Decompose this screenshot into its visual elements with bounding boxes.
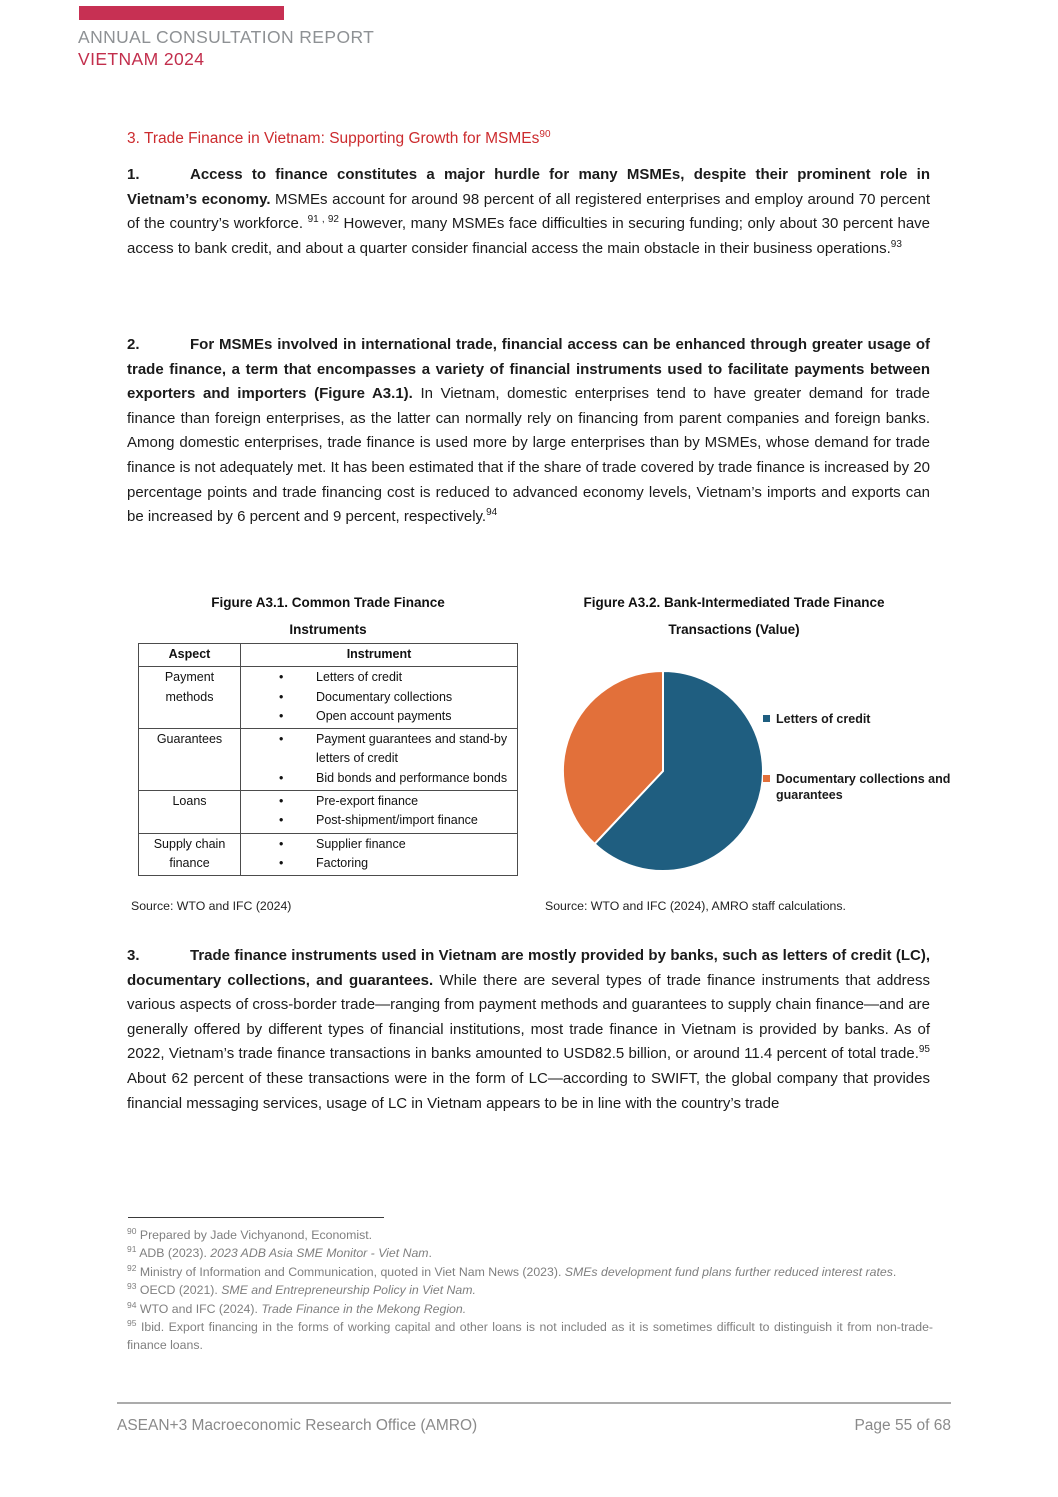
instrument-cell bbox=[241, 791, 518, 834]
text-run: About 62 percent of these transactions were in the form of LC—according to SWIFT, the global company that provides financial messaging services, usage of LC in Vietnam appears to be in line with the country’s trade bbox=[127, 1069, 930, 1112]
text-run: While there are several types of trade finance instruments that address various aspects of cross-border trade—ranging from payment methods and guarantees to supply chain finance—and are generally offered by different types of financial institutions, most trade finance in Vietnam is provided by banks. As of 2022, Vietnam’s trade finance transactions in banks amounted to USD82.5 billion, or around 11.4 percent of total trade. bbox=[127, 971, 931, 1063]
table-header-row bbox=[139, 644, 518, 667]
footnote-ref: 95 bbox=[918, 1044, 930, 1056]
footer-organization: ASEAN+3 Macroeconomic Research Office (AMRO) bbox=[117, 1417, 478, 1434]
table-row bbox=[139, 833, 518, 876]
aspect-cell: Supply chain finance bbox=[139, 833, 241, 876]
footnote-ref: 93 bbox=[890, 238, 902, 250]
footnote-citation: SME and Entrepreneurship Policy in Viet Nam. bbox=[221, 1283, 476, 1298]
text-run: For MSMEs involved in international trade, financial access can be enhanced through greater usage of trade finance, a term that encompasses a variety of financial instruments used to facilitate payments between exporters and importers (Figure A3.1). bbox=[127, 336, 930, 403]
footer-page-number: Page 55 of 68 bbox=[854, 1417, 951, 1434]
bullet-item: • Letters of credit bbox=[241, 668, 515, 687]
report-title: ANNUAL CONSULTATION REPORT bbox=[78, 27, 375, 47]
bullet-item: • Payment guarantees and stand-by letters of credit bbox=[241, 730, 515, 769]
table-header-instrument: Instrument bbox=[241, 644, 518, 667]
legend-label: Letters of credit bbox=[776, 712, 871, 726]
figure-a31-title-line2: Instruments bbox=[289, 622, 367, 637]
footnote-item: $^{92}$ Ministry of Information and Communication, quoted in Viet Nam News (2023). SMEs development fund plans further reduced interest rates. bbox=[127, 1262, 897, 1279]
bullet-item: • Pre-export finance bbox=[241, 792, 515, 811]
legend-swatch-icon bbox=[763, 775, 770, 782]
footnote-item: $^{95}$ Ibid. Export financing in the forms of working capital and other loans is not included as it is sometimes difficult to distinguish it from non-trade-finance loans. bbox=[127, 1317, 933, 1353]
footnote-item: $^{91}$ ADB (2023). 2023 ADB Asia SME Monitor - Viet Nam. bbox=[127, 1244, 432, 1261]
pie-legend bbox=[763, 711, 955, 803]
text-run: In Vietnam, domestic enterprises tend to have greater demand for trade finance than foreign enterprises, as the latter can normally rely on financing from parent companies and foreign banks. Among domestic enterprises, trade finance is used more by large enterprises than by MSMEs, whose demand for trade finance is not adequately met. It has been estimated that if the share of trade covered by trade finance is increased by 20 percentage points and trade financing cost is reduced to advanced economy levels, Vietnam’s imports and exports can be increased by 6 percent and 9 percent, respectively. bbox=[127, 385, 930, 526]
footnote-ref-90: 90 bbox=[539, 129, 551, 140]
table-row bbox=[139, 729, 518, 791]
instrument-cell bbox=[241, 667, 518, 729]
legend-item bbox=[763, 771, 955, 803]
aspect-cell: Guarantees bbox=[139, 729, 241, 791]
figure-a32-title-line2: Transactions (Value) bbox=[668, 622, 800, 637]
pie-chart bbox=[556, 664, 770, 878]
footnote-number: 95 bbox=[127, 1317, 137, 1328]
footnote-number: 92 bbox=[127, 1262, 137, 1273]
footnote-number: 91 bbox=[127, 1244, 137, 1255]
legend-item bbox=[763, 711, 955, 727]
aspect-cell: Loans bbox=[139, 791, 241, 834]
aspect-cell: Payment methods bbox=[139, 667, 241, 729]
footnote-item: $^{90}$ Prepared by Jade Vichyanond, Economist. bbox=[127, 1225, 373, 1242]
bullet-item: • Bid bonds and performance bonds bbox=[241, 769, 515, 788]
instrument-cell bbox=[241, 729, 518, 791]
instrument-cell bbox=[241, 833, 518, 876]
legend-label: Documentary collections and guarantees bbox=[776, 772, 951, 802]
report-subtitle: VIETNAM 2024 bbox=[78, 49, 205, 69]
footnote-ref: 91 , 92 bbox=[307, 214, 339, 226]
figure-a32-title-line1: Figure A3.2. Bank-Intermediated Trade Finance bbox=[583, 595, 885, 610]
figure-a31-title bbox=[138, 589, 518, 643]
bullet-item: • Factoring bbox=[241, 854, 515, 873]
section-heading bbox=[127, 129, 551, 148]
figure-a31-title-line1: Figure A3.1. Common Trade Finance bbox=[211, 595, 445, 610]
bullet-item: • Supplier finance bbox=[241, 835, 515, 854]
paragraph-3 bbox=[127, 944, 930, 1116]
footnotes bbox=[127, 1226, 933, 1355]
legend-swatch-icon bbox=[763, 715, 770, 722]
bullet-item: • Documentary collections bbox=[241, 688, 515, 707]
paragraph-number: 1. bbox=[127, 166, 140, 183]
table-row bbox=[139, 667, 518, 729]
table-row bbox=[139, 791, 518, 834]
footnote-number: 94 bbox=[127, 1299, 137, 1310]
paragraph-2 bbox=[127, 333, 930, 530]
footer-divider bbox=[117, 1402, 951, 1404]
figure-a32-title bbox=[538, 589, 930, 643]
figure-a31-source: Source: WTO and IFC (2024) bbox=[131, 899, 292, 913]
footnote-ref: 94 bbox=[486, 507, 498, 519]
bullet-item: • Post-shipment/import finance bbox=[241, 811, 515, 830]
footnote-citation: SMEs development fund plans further reduced interest rates bbox=[564, 1264, 893, 1279]
footnote-divider bbox=[128, 1217, 384, 1218]
footnote-citation: Trade Finance in the Mekong Region. bbox=[261, 1301, 467, 1316]
footnote-number: 93 bbox=[127, 1281, 137, 1292]
brand-bar bbox=[79, 6, 284, 20]
text-run: MSMEs account for around 98 percent of all registered enterprises and employ around 70 percent of the country’s workforce. bbox=[127, 190, 931, 233]
section-heading-text: 3. Trade Finance in Vietnam: Supporting Growth for MSMEs bbox=[127, 130, 540, 148]
footnote-item: $^{93}$ OECD (2021). SME and Entrepreneurship Policy in Viet Nam. bbox=[127, 1281, 476, 1298]
figure-a31-table bbox=[138, 643, 518, 876]
footer bbox=[117, 1417, 951, 1435]
footnote-number: 90 bbox=[127, 1225, 137, 1236]
bullet-item: • Open account payments bbox=[241, 707, 515, 726]
paragraph-number: 2. bbox=[127, 336, 140, 353]
footnote-citation: 2023 ADB Asia SME Monitor - Viet Nam bbox=[210, 1246, 429, 1261]
text-run: Trade finance instruments used in Vietnam are mostly provided by banks, such as letters of credit (LC), documentary collections, and guarantees. bbox=[127, 947, 930, 989]
table-header-aspect: Aspect bbox=[139, 644, 241, 667]
text-run: However, many MSMEs face difficulties in securing funding; only about 30 percent have access to bank credit, and about a quarter consider financial access the main obstacle in their business operations. bbox=[127, 215, 930, 257]
text-run: Access to finance constitutes a major hurdle for many MSMEs, despite their prominent role in Vietnam’s economy. bbox=[127, 166, 930, 208]
footnote-item: $^{94}$ WTO and IFC (2024). Trade Finance in the Mekong Region. bbox=[127, 1299, 467, 1316]
figure-a32-source: Source: WTO and IFC (2024), AMRO staff calculations. bbox=[545, 899, 846, 913]
paragraph-number: 3. bbox=[127, 947, 140, 964]
paragraph-1 bbox=[127, 163, 930, 261]
